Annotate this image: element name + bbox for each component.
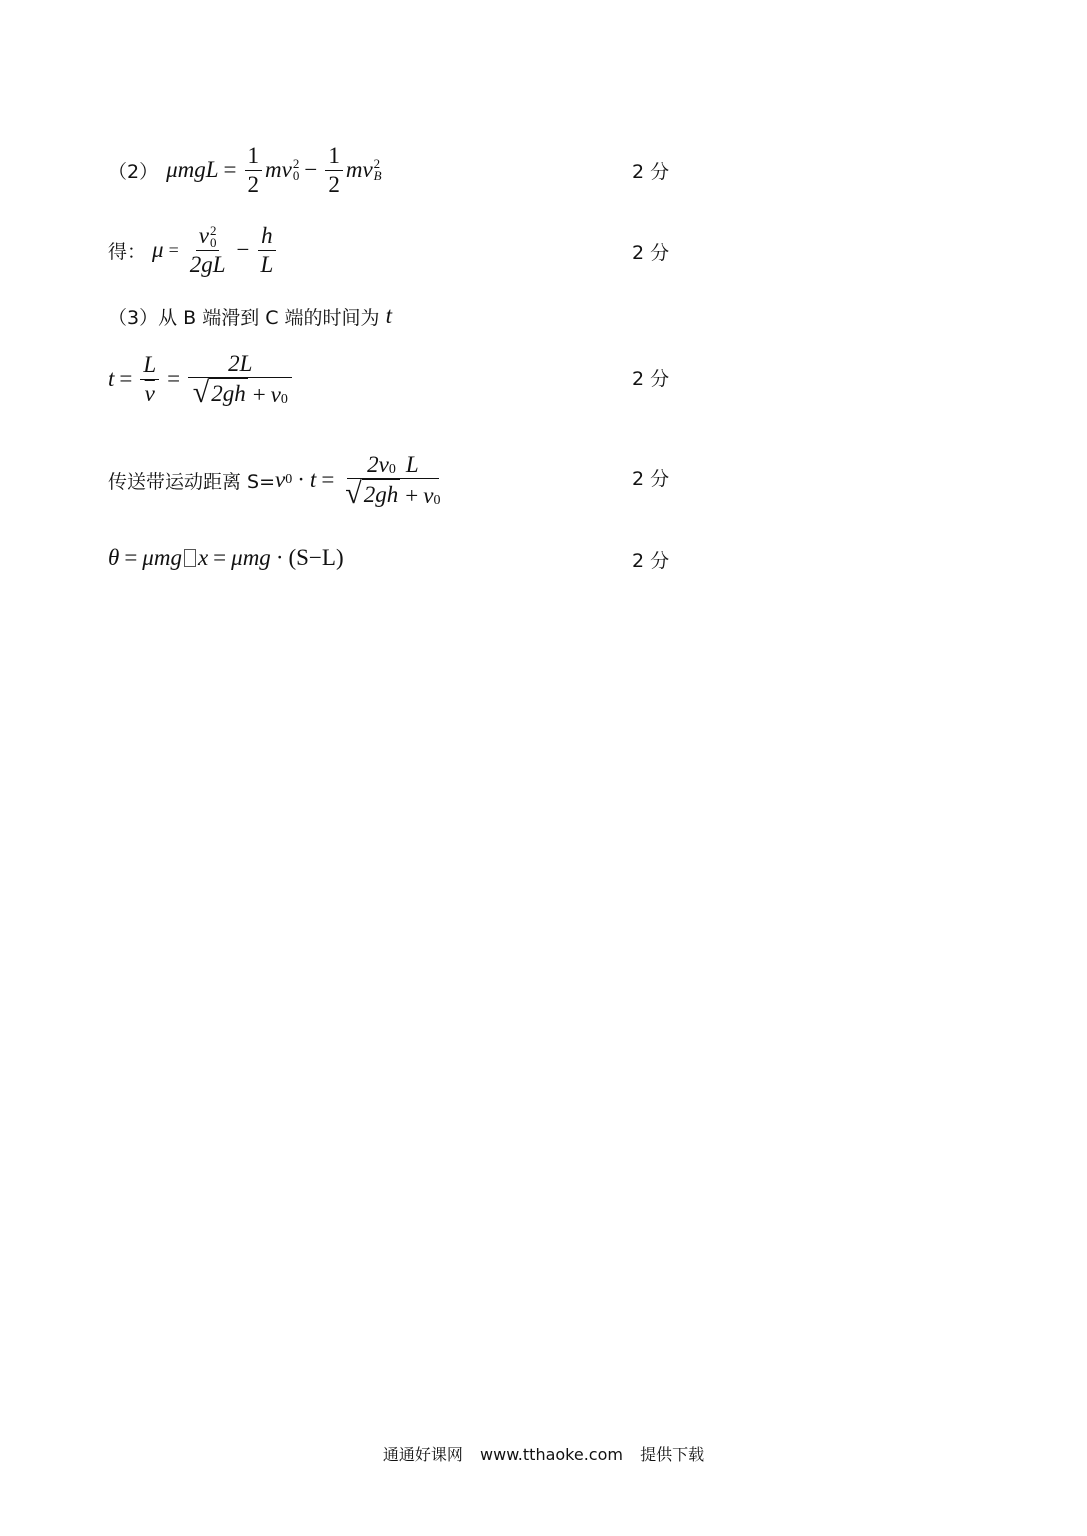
sub: 0 bbox=[285, 472, 293, 487]
plus: + bbox=[252, 381, 266, 407]
v-symbol: v bbox=[423, 482, 434, 508]
result-formula bbox=[152, 222, 279, 278]
plus: + bbox=[405, 482, 419, 508]
sup: 2 bbox=[373, 155, 381, 171]
fraction-den: 2 bbox=[247, 171, 260, 197]
sup: 2 bbox=[292, 155, 300, 171]
score-result: 2 分 bbox=[632, 242, 670, 264]
fraction-v0sq-over-2gl bbox=[187, 222, 229, 278]
equation-distance bbox=[108, 444, 446, 516]
page-footer bbox=[0, 1442, 1087, 1465]
v-symbol: v bbox=[270, 381, 281, 407]
time-eq-1: = bbox=[119, 366, 133, 391]
fraction-l-over-v bbox=[140, 351, 159, 407]
subsup bbox=[209, 222, 217, 251]
x-symbol: x bbox=[197, 545, 209, 570]
fraction-den bbox=[342, 479, 443, 509]
v-symbol: v bbox=[198, 222, 209, 248]
missing-glyph-box bbox=[184, 549, 196, 567]
heat-eq-2: = bbox=[213, 545, 227, 570]
part2-term2: mv bbox=[345, 157, 373, 182]
result-minus: − bbox=[236, 237, 250, 262]
part3-label: （3）从 B 端滑到 C 端的时间为 bbox=[108, 306, 380, 329]
heat-paren: (S−L) bbox=[288, 545, 344, 570]
sub: 0 bbox=[280, 391, 288, 407]
fraction-num: 1 bbox=[245, 142, 263, 171]
fraction-den bbox=[190, 378, 291, 408]
theta-symbol: θ bbox=[108, 545, 120, 570]
radical-sign: √ bbox=[345, 477, 362, 511]
part3-var: t bbox=[385, 303, 392, 328]
t-symbol: t bbox=[309, 467, 317, 492]
sub: B bbox=[373, 168, 382, 183]
fraction-den: L bbox=[260, 251, 274, 277]
score-distance: 2 分 bbox=[632, 468, 670, 490]
dot: · bbox=[297, 467, 305, 492]
radicand: 2gh bbox=[209, 378, 248, 408]
fraction-den: 2 bbox=[328, 171, 340, 197]
part2-term1: mv bbox=[265, 157, 292, 182]
score-part2: 2 分 bbox=[632, 161, 670, 183]
fraction-h-over-l bbox=[258, 222, 277, 278]
distance-formula bbox=[275, 451, 446, 510]
sub: 0 bbox=[209, 235, 217, 251]
score-heat: 2 分 bbox=[632, 550, 670, 572]
footer-url[interactable]: www.tthaoke.com bbox=[480, 1445, 623, 1464]
fraction-num: 2L bbox=[188, 350, 292, 379]
fraction-num: 1 bbox=[325, 142, 343, 171]
sup: 2 bbox=[209, 222, 217, 238]
fraction-den: v bbox=[144, 380, 155, 406]
part2-eq: = bbox=[223, 157, 237, 182]
fraction-num: h bbox=[258, 222, 276, 251]
radicand: 2gh bbox=[362, 479, 401, 509]
sub: 0 bbox=[388, 461, 396, 477]
distance-eq: = bbox=[321, 467, 335, 492]
mu-symbol: μ bbox=[152, 237, 164, 262]
sub: 0 bbox=[292, 168, 300, 183]
heat-formula bbox=[108, 545, 344, 571]
time-formula bbox=[108, 350, 295, 409]
part3-heading bbox=[108, 302, 392, 330]
sqrt bbox=[193, 378, 248, 408]
equation-heat bbox=[108, 540, 344, 576]
fraction-den: 2gL bbox=[189, 251, 226, 277]
part2-minus: − bbox=[304, 157, 318, 182]
num-l: L bbox=[405, 451, 419, 477]
heat-rhs: μmg bbox=[231, 545, 271, 570]
fraction-num: L bbox=[140, 351, 159, 380]
fraction-num bbox=[347, 451, 439, 480]
fraction-2l-over-root bbox=[188, 350, 292, 409]
radical-sign: √ bbox=[192, 376, 210, 410]
sqrt bbox=[345, 479, 400, 509]
t-symbol: t bbox=[108, 366, 115, 391]
distance-label: 传送带运动距离 S= bbox=[108, 470, 276, 493]
equation-result bbox=[108, 218, 279, 282]
vb-subsup bbox=[373, 155, 382, 183]
equation-time bbox=[108, 344, 295, 414]
footer-note: 提供下载 bbox=[640, 1445, 705, 1464]
part2-label: （2） bbox=[108, 160, 159, 183]
heat-eq-1: = bbox=[124, 545, 138, 570]
part2-formula bbox=[166, 142, 382, 198]
time-eq-2: = bbox=[167, 366, 181, 391]
result-eq: = bbox=[168, 239, 179, 260]
heat-mid: μmg bbox=[142, 545, 182, 570]
fraction-half-2 bbox=[325, 142, 343, 198]
result-label: 得： bbox=[108, 240, 147, 263]
fraction-distance bbox=[342, 451, 443, 510]
equation-part2 bbox=[108, 140, 382, 200]
v0-subsup bbox=[292, 155, 300, 183]
dot: · bbox=[275, 545, 284, 570]
part2-lhs: μmgL bbox=[166, 157, 219, 182]
footer-site-name: 通通好课网 bbox=[382, 1445, 463, 1464]
num-2v: 2v bbox=[367, 451, 389, 477]
score-time: 2 分 bbox=[632, 368, 670, 390]
fraction-num bbox=[196, 222, 220, 251]
sub: 0 bbox=[433, 492, 441, 508]
v-symbol: v bbox=[275, 467, 286, 492]
fraction-half-1 bbox=[245, 142, 263, 198]
